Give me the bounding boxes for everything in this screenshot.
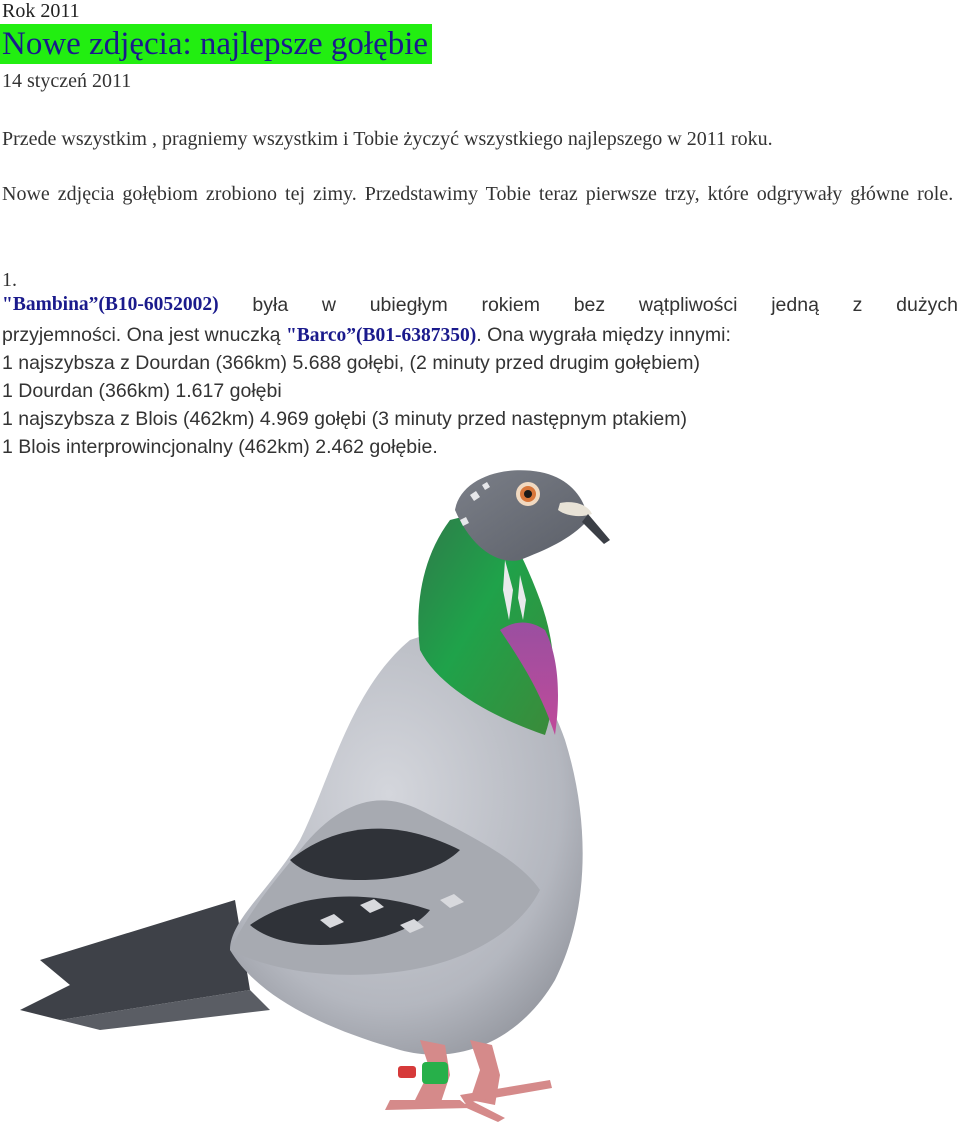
description-word: dużych xyxy=(896,294,958,316)
pigeon-photo xyxy=(0,460,960,1124)
description-word: w xyxy=(321,294,336,316)
description-word: ubiegłym xyxy=(369,294,448,316)
description-word: była xyxy=(252,294,289,316)
leg-ring-green xyxy=(422,1062,448,1084)
publish-date: 14 styczeń 2011 xyxy=(2,70,132,92)
pigeon-toes xyxy=(385,1080,552,1122)
result-line: 1 najszybsza z Blois (462km) 4.969 gołębi (3 minuty przed następnym ptakiem) xyxy=(2,408,687,430)
grandparent-name: "Barco”(B01-6387350) xyxy=(285,325,477,346)
description-word: jedną xyxy=(771,294,819,316)
year-label: Rok 2011 xyxy=(2,0,80,22)
lineage-suffix: . Ona wygrała między innymi: xyxy=(476,324,731,346)
result-line: 1 najszybsza z Dourdan (366km) 5.688 gołębi, (2 minuty przed drugim gołębiem) xyxy=(2,352,701,374)
item-number: 1. xyxy=(2,269,17,291)
intro-paragraph: Przede wszystkim , pragniemy wszystkim i Tobie życzyć wszystkiego najlepszego w 2011 roku. xyxy=(2,128,773,150)
bird-lineage-line xyxy=(2,323,731,348)
photos-paragraph: Nowe zdjęcia gołębiom zrobiono tej zimy. Przedstawimy Tobie teraz pierwsze trzy, które odgrywały główne role. xyxy=(2,183,954,205)
lineage-prefix: przyjemności. Ona jest wnuczką xyxy=(2,324,286,346)
page-title: Nowe zdjęcia: najlepsze gołębie xyxy=(0,24,432,64)
description-word: wątpliwości xyxy=(638,294,738,316)
pigeon-beak xyxy=(582,514,610,544)
description-word: bez xyxy=(573,294,606,316)
bird-name: "Bambina”(B10-6052002) xyxy=(2,294,219,315)
leg-ring-red xyxy=(398,1066,416,1078)
description-word: rokiem xyxy=(481,294,540,316)
description-word: z xyxy=(852,294,863,316)
result-line: 1 Blois interprowincjonalny (462km) 2.462 gołębie. xyxy=(2,436,438,458)
bird-description-line xyxy=(2,293,958,317)
result-line: 1 Dourdan (366km) 1.617 gołębi xyxy=(2,380,282,402)
